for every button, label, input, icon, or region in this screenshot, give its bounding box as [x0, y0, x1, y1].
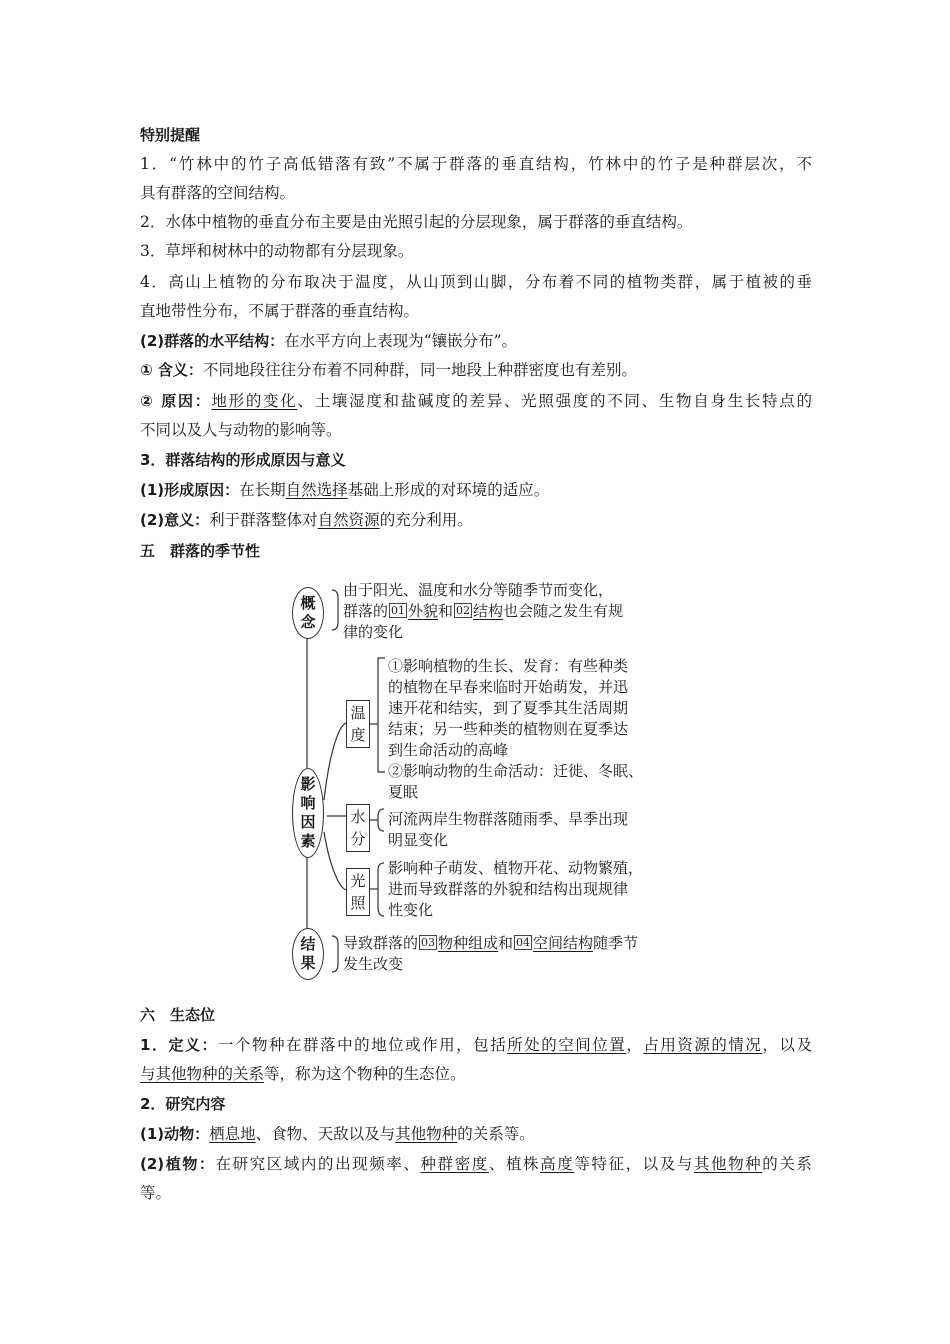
tip-title: 特别提醒 — [140, 126, 201, 144]
plant-blank-1: 种群密度 — [420, 1155, 489, 1173]
tip-item-3: 3．草坪和树林中的动物都有分层现象。 — [140, 242, 414, 260]
animal-blank-1: 栖息地 — [209, 1125, 256, 1143]
plant-blank-2: 高度 — [540, 1155, 575, 1173]
temp-line-4: 结束；另一些种类的植物则在夏季达 — [388, 720, 629, 738]
horizontal-head: (2)群落的水平结构： — [140, 332, 285, 350]
niche-definition — [140, 1034, 812, 1056]
definition-text-a: 一个物种在群落中的地位或作用，包括 — [218, 1036, 508, 1054]
light-line-1: 影响种子萌发、植物开花、动物繁殖， — [388, 859, 644, 877]
concept-text-b: 和 — [438, 602, 454, 620]
horizontal-cause — [140, 390, 812, 412]
cause-head: ② 原因： — [140, 392, 212, 410]
significance — [140, 509, 812, 531]
animal-niche — [140, 1123, 812, 1145]
plant-text-b: 、植株 — [488, 1155, 541, 1173]
research-content-title: 2．研究内容 — [140, 1095, 226, 1113]
result-text-c: 随季节 — [593, 934, 639, 952]
definition-head: 1．定义： — [140, 1036, 218, 1054]
niche-definition-line-2 — [140, 1063, 812, 1085]
horizontal-meaning — [140, 359, 812, 381]
concept-line-2 — [343, 601, 623, 622]
plant-niche — [140, 1153, 812, 1175]
plant-blank-3: 其他物种 — [693, 1155, 763, 1173]
concept-char-2: 念 — [300, 613, 316, 631]
section-5-title: 五 群落的季节性 — [140, 542, 261, 560]
significance-text-b: 的充分利用。 — [379, 511, 473, 529]
concept-char-1: 概 — [300, 594, 316, 612]
blank-number-04: 04 — [516, 936, 531, 949]
light-box — [346, 868, 370, 916]
temp-line-1: ①影响植物的生长、发育：有些种类 — [388, 657, 629, 675]
tip-item-4-line-2: 直地带性分布，不属于群落的垂直结构。 — [140, 302, 420, 320]
result-line-1 — [343, 933, 638, 954]
light-char-2: 照 — [350, 894, 366, 912]
meaning-head: ① 含义： — [140, 361, 203, 379]
factor-char-1: 影 — [300, 775, 316, 793]
tip-item-4-line-1: 4．高山上植物的分布取决于温度，从山顶到山脚，分布着不同的植物类群，属于植被的垂 — [140, 273, 812, 291]
animal-blank-2: 其他物种 — [395, 1125, 458, 1143]
section-3-title: 3．群落结构的形成原因与意义 — [140, 451, 346, 469]
tip-item-2: 2．水体中植物的垂直分布主要是由光照引起的分层现象，属于群落的垂直结构。 — [140, 213, 693, 231]
factor-char-4: 素 — [300, 832, 316, 850]
light-line-3: 性变化 — [388, 901, 434, 919]
formation-head: (1)形成原因： — [140, 481, 240, 499]
blank-02: 结构 — [473, 602, 504, 620]
definition-blank-1: 所处的空间位置 — [507, 1036, 627, 1054]
temp-char-1: 温 — [350, 704, 366, 722]
light-line-2: 进而导致群落的外貌和结构出现规律 — [388, 880, 629, 898]
animal-text-a: 、食物、天敌以及与 — [255, 1125, 396, 1143]
plant-niche-line-2: 等。 — [140, 1184, 172, 1202]
blank-01: 外貌 — [408, 602, 439, 620]
result-oval — [292, 928, 324, 980]
water-char-1: 水 — [350, 808, 366, 826]
plant-text-d: 的关系 — [762, 1155, 812, 1173]
horizontal-structure — [140, 330, 812, 352]
concept-line-1: 由于阳光、温度和水分等随季节而变化， — [343, 581, 614, 599]
water-char-2: 分 — [350, 830, 366, 848]
result-text-b: 和 — [498, 934, 514, 952]
plant-head: (2)植物： — [140, 1155, 216, 1173]
seasonality-diagram — [280, 578, 680, 988]
temperature-box — [346, 700, 370, 748]
water-box — [346, 804, 370, 852]
cause-line-2: 不同以及人与动物的影响等。 — [140, 421, 342, 439]
concept-text-a: 群落的 — [343, 602, 389, 620]
blank-number-03: 03 — [421, 936, 436, 949]
formation-blank: 自然选择 — [285, 481, 348, 499]
factors-oval — [292, 768, 324, 858]
result-text-a: 导致群落的 — [343, 934, 419, 952]
water-line-2: 明显变化 — [388, 831, 449, 849]
significance-text-a: 利于群落整体对 — [209, 511, 318, 529]
significance-head: (2)意义： — [140, 511, 210, 529]
tip-item-1-line-1: 1．“竹林中的竹子高低错落有致”不属于群落的垂直结构，竹林中的竹子是种群层次，不 — [140, 155, 812, 173]
temp-line-2: 的植物在早春来临时开始萌发，并迅 — [388, 678, 629, 696]
concept-line-3: 律的变化 — [343, 623, 404, 641]
temp-line-5: 到生命活动的高峰 — [388, 741, 509, 759]
section-6-title: 六 生态位 — [140, 1006, 216, 1024]
cause-blank: 地形的变化 — [211, 392, 298, 410]
temp-line-3: 速开花和结实，到了夏季其生活周期 — [388, 699, 629, 717]
blank-number-02: 02 — [456, 604, 471, 617]
tip-item-1-line-2: 具有群落的空间结构。 — [140, 184, 296, 202]
result-line-2: 发生改变 — [343, 955, 404, 973]
blank-04: 空间结构 — [533, 934, 594, 952]
definition-text-b: ， — [626, 1036, 644, 1054]
horizontal-text: 在水平方向上表现为“镶嵌分布”。 — [284, 332, 518, 350]
temp-char-2: 度 — [350, 726, 366, 744]
concept-oval — [292, 587, 324, 639]
concept-text-c: 也会随之发生有规 — [503, 602, 624, 620]
definition-text-d: 等，称为这个物种的生态位。 — [264, 1065, 466, 1083]
definition-blank-3: 与其他物种的关系 — [140, 1065, 265, 1083]
cause-text: 、土壤湿度和盐碱度的差异、光照强度的不同、生物自身生长特点的 — [297, 392, 812, 410]
plant-text-a: 在研究区域内的出现频率、 — [215, 1155, 421, 1173]
animal-head: (1)动物： — [140, 1125, 210, 1143]
factor-char-3: 因 — [300, 813, 316, 831]
formation-text-a: 在长期 — [239, 481, 286, 499]
result-char-2: 果 — [300, 954, 316, 972]
result-char-1: 结 — [300, 935, 316, 953]
blank-number-01: 01 — [391, 604, 406, 617]
water-line-1: 河流两岸生物群落随雨季、旱季出现 — [388, 810, 629, 828]
meaning-text: 不同地段往往分布着不同种群，同一地段上种群密度也有差别。 — [202, 361, 637, 379]
diagram-connectors — [280, 578, 680, 988]
formation-text-b: 基础上形成的对环境的适应。 — [347, 481, 550, 499]
factor-char-2: 响 — [300, 794, 316, 812]
temp-line-7: 夏眠 — [388, 783, 419, 801]
blank-03: 物种组成 — [438, 934, 499, 952]
light-char-1: 光 — [350, 872, 366, 890]
definition-blank-2: 占用资源的情况 — [643, 1036, 763, 1054]
significance-blank: 自然资源 — [317, 511, 380, 529]
definition-text-c: ，以及 — [762, 1036, 812, 1054]
animal-text-b: 的关系等。 — [457, 1125, 535, 1143]
formation-cause — [140, 479, 812, 501]
plant-text-c: 等特征，以及与 — [574, 1155, 694, 1173]
temp-line-6: ②影响动物的生命活动：迁徙、冬眠、 — [388, 762, 644, 780]
